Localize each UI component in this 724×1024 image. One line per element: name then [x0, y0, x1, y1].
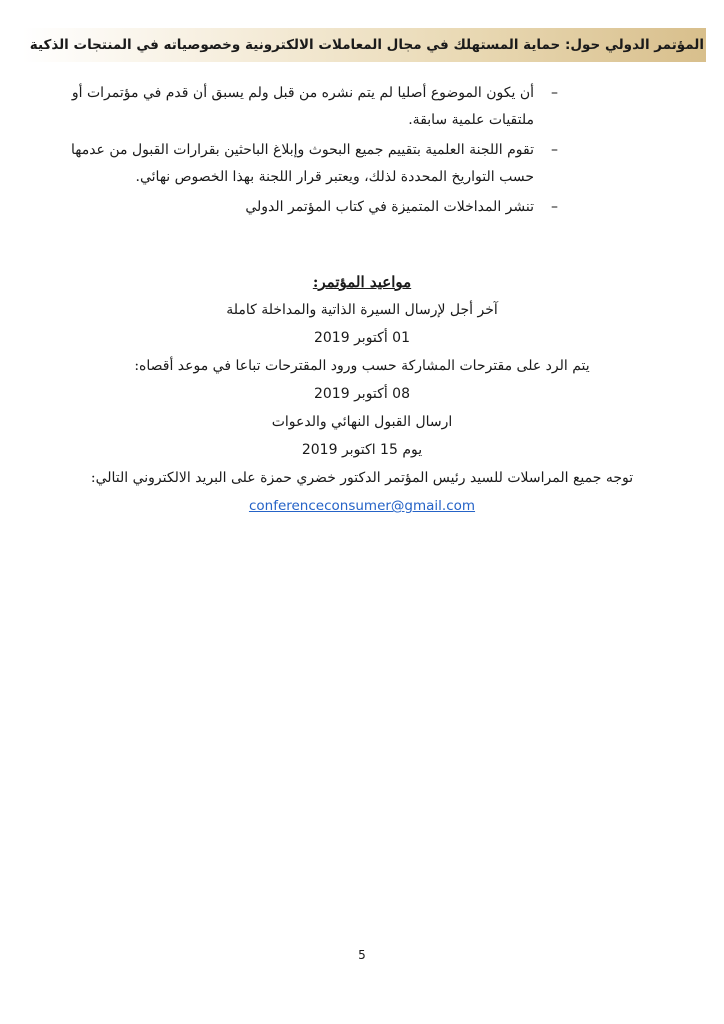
list-item	[58, 194, 558, 221]
list-item	[58, 137, 558, 191]
condition-text: أن يكون الموضوع أصليا لم يتم نشره من قبل ولم يسبق أن قدم في مؤتمرات أو ملتقيات علمية سابقة.	[71, 85, 534, 128]
final-acceptance-date: يوم 15 اكتوبر 2019	[301, 442, 423, 458]
deadline-date: 01 أكتوبر 2019	[313, 330, 410, 346]
conditions-list	[58, 80, 558, 224]
condition-text: تقوم اللجنة العلمية بتقييم جميع البحوث وإبلاغ الباحثين بقرارات القبول من عدمها حسب التواريخ المحددة لذلك، ويعتبر قرار اللجنة بهذا الخصوص نهائي.	[70, 142, 534, 185]
dash-bullet: –	[551, 85, 558, 101]
dash-bullet: –	[551, 199, 558, 215]
final-acceptance-label: ارسال القبول النهائي والدعوات	[271, 414, 453, 430]
deadline-label: آخر أجل لإرسال السيرة الذاتية والمداخلة كاملة	[226, 302, 498, 318]
condition-text: تنشر المداخلات المتميزة في كتاب المؤتمر الدولي	[245, 199, 534, 215]
reply-date: 08 أكتوبر 2019	[313, 386, 410, 402]
page-header-title: المؤتمر الدولي حول: حماية المستهلك في مجال المعاملات الالكترونية وخصوصياته في المنتجات الذكية	[29, 37, 704, 53]
contact-email-link[interactable]: conferenceconsumer@gmail.com	[248, 498, 476, 514]
conference-dates-section	[60, 268, 664, 520]
dash-bullet: –	[551, 142, 558, 158]
reply-label: يتم الرد على مقترحات المشاركة حسب ورود المقترحات تباعا في موعد أقصاه:	[134, 358, 590, 374]
contact-label: توجه جميع المراسلات للسيد رئيس المؤتمر الدكتور خضري حمزة على البريد الالكتروني التالي:	[90, 470, 634, 486]
list-item	[58, 80, 558, 134]
section-title: مواعيد المؤتمر:	[312, 273, 412, 291]
page-number: 5	[358, 948, 366, 962]
